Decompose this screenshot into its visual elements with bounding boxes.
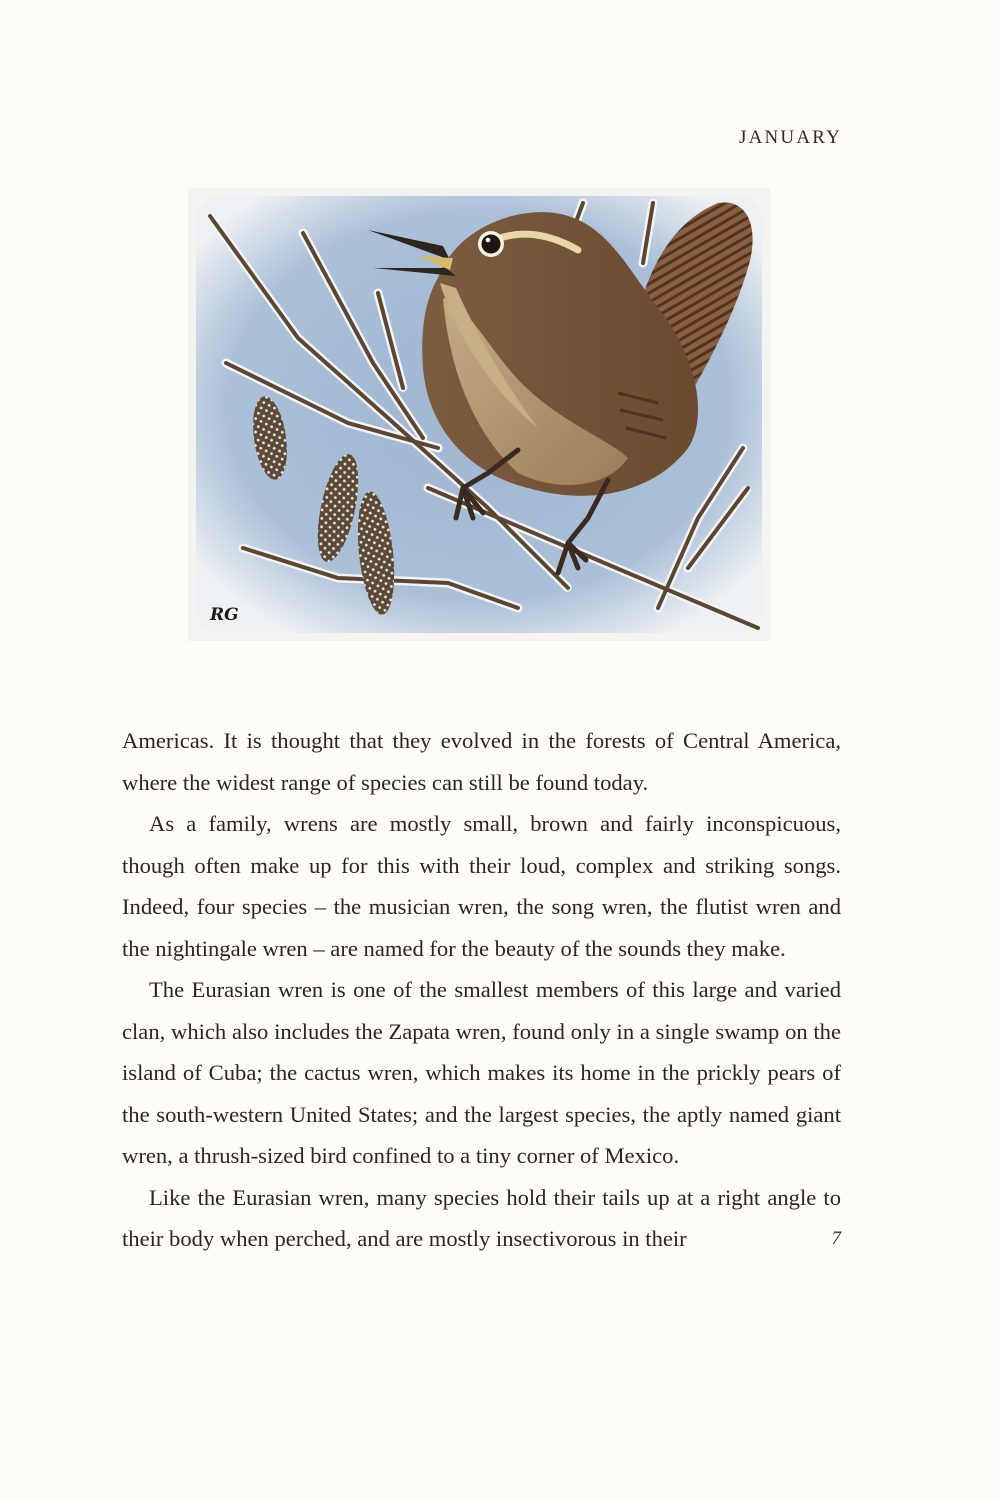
body-text — [122, 720, 841, 1260]
paragraph: As a family, wrens are mostly small, brown and fairly inconspicuous, though often make up for this with their loud, complex and striking songs. Indeed, four species – the musician wren, the song wren, the flutist wren and the nightingale wren – are named for the beauty of the sounds they make. — [122, 811, 841, 961]
page-number: 7 — [831, 1228, 841, 1249]
artist-signature: RG — [210, 605, 239, 625]
paragraph: Like the Eurasian wren, many species hold their tails up at a right angle to their body when perched, and are mostly insectivorous in their — [122, 1184, 841, 1251]
paragraph: The Eurasian wren is one of the smallest members of this large and varied clan, which also includes the Zapata wren, found only in a single swamp on the island of Cuba; the cactus wren, which makes its home in the prickly pears of the south-western United States; and the largest species, the aptly named giant wren, a thrush-sized bird confined to a tiny corner of Mexico. — [122, 977, 841, 1168]
wren-painting — [188, 188, 770, 641]
paragraph: Americas. It is thought that they evolved in the forests of Central America, where the widest range of species can still be found today. — [122, 728, 841, 795]
running-head: JANUARY — [738, 127, 842, 148]
wren-eye — [482, 235, 501, 254]
wren-illustration — [188, 188, 770, 641]
